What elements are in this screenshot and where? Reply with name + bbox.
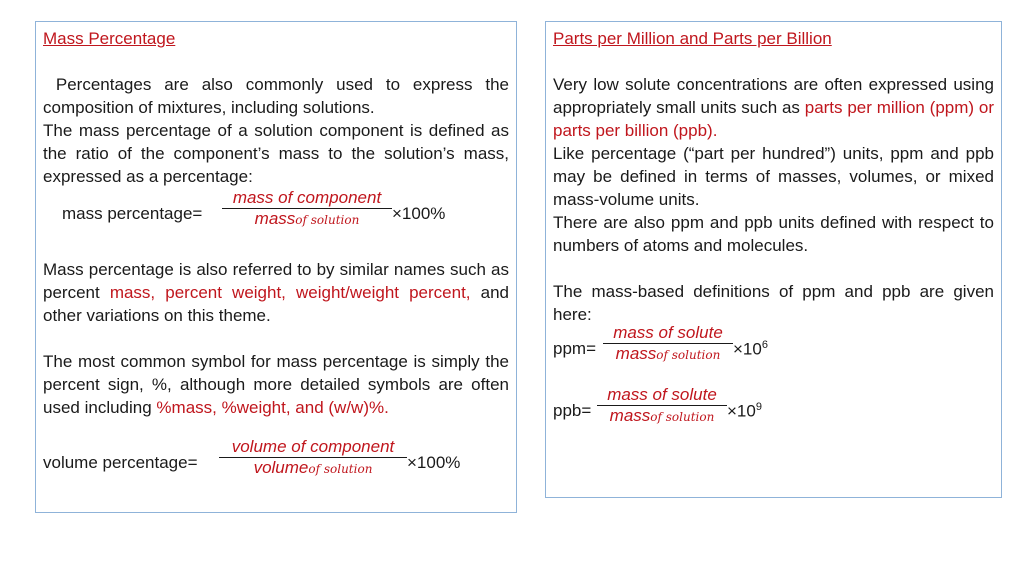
ppm-ppb-atoms: There are also ppm and ppb units defined with respect to numbers of atoms and molecules.: [553, 213, 994, 255]
equation-rhs: ×100%: [392, 204, 446, 223]
ppm-ppb-panel: [545, 21, 1002, 498]
mass-percentage-intro: Percentages are also commonly used to express the composition of mixtures, including solutions.: [43, 75, 514, 117]
fraction-denominator: volumeof solution: [253, 458, 373, 477]
ppm-ppb-heading: Parts per Million and Parts per Billion: [553, 29, 832, 48]
equation-rhs: $\times 10^9$: [727, 401, 762, 421]
mass-percentage-names: Mass percentage is also referred to by similar names such as percent mass, percent weight, weight/weight percent, and other variations on this theme.: [43, 260, 509, 325]
fraction-denominator: massof solution: [254, 209, 360, 228]
equation-fraction: [597, 385, 727, 427]
mass-percentage-heading: Mass Percentage: [43, 29, 176, 48]
fraction-numerator: mass of component: [222, 188, 392, 209]
ppm-ppb-intro: Very low solute concentrations are often expressed using appropriately small units such as parts per million (ppm) or parts per billion (ppb).: [553, 75, 994, 140]
fraction-numerator: volume of component: [219, 437, 407, 458]
ppm-ppb-mass-based: The mass-based definitions of ppm and ppb are given here:: [553, 282, 994, 324]
equation-rhs: $\times 10^6$: [733, 339, 768, 359]
equation-rhs: ×100%: [407, 453, 461, 472]
equation-lhs: ppm=: [553, 339, 596, 358]
equation-lhs: ppb=: [553, 401, 592, 420]
mass-percentage-symbols: The most common symbol for mass percentage is simply the percent sign, %, although more detailed symbols are often used including %mass, %weight, and (w/w)%.: [43, 352, 509, 417]
mass-percentage-definition: The mass percentage of a solution component is defined as the ratio of the component’s mass to the solution’s mass, expressed as a percentage:: [43, 121, 509, 186]
fraction-numerator: mass of solute: [603, 323, 733, 344]
ppm-ppb-units: Like percentage (“part per hundred”) units, ppm and ppb may be defined in terms of masses, volumes, or mixed mass-volume units.: [553, 144, 994, 209]
equation-fraction: [603, 323, 733, 365]
equation-lhs: volume percentage=: [43, 453, 198, 472]
fraction-denominator: massof solution: [609, 406, 715, 425]
equation-fraction: [222, 188, 392, 230]
fraction-numerator: mass of solute: [597, 385, 727, 406]
fraction-denominator: massof solution: [615, 344, 721, 363]
equation-lhs: mass percentage=: [62, 204, 203, 223]
mass-percentage-panel: [35, 21, 517, 513]
equation-fraction: [219, 437, 407, 479]
